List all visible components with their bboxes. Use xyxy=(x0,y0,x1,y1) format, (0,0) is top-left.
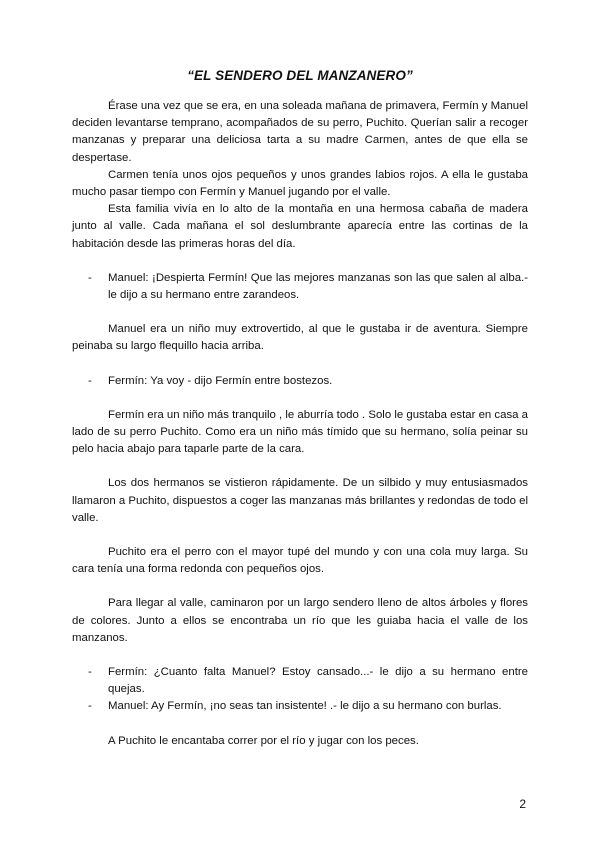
paragraph-fermin: Fermín era un niño más tranquilo , le aburría todo . Solo le gustaba estar en casa a lado de su perro Puchito. Como era un niño más tímido que su hermano, solía peinar su pelo hacia abajo para taparle parte de la cara. xyxy=(72,408,528,456)
blank-line xyxy=(72,356,528,373)
page-number: 2 xyxy=(519,797,526,811)
paragraph-puchito: Puchito era el perro con el mayor tupé del mundo y con una cola muy larga. Su cara tenía una forma redonda con pequeños ojos. xyxy=(72,546,528,576)
blank-line xyxy=(72,253,528,270)
blank-line xyxy=(72,578,528,595)
story-title: “EL SENDERO DEL MANZANERO” xyxy=(187,68,413,83)
dialogue-dash: - xyxy=(88,271,92,284)
blank-line xyxy=(72,304,528,321)
dialogue-manuel-wake xyxy=(72,270,528,304)
blank-line xyxy=(72,716,528,733)
dialogue-fermin-tired xyxy=(72,664,528,698)
paragraph-river: A Puchito le encantaba correr por el río y jugar con los peces. xyxy=(108,734,419,747)
blank-line xyxy=(72,458,528,475)
paragraph-intro: Érase una vez que se era, en una soleada mañana de primavera, Fermín y Manuel deciden levantarse temprano, acompañados de su perro, Puchito. Querían salir a recoger manzanas y preparar una deliciosa tarta a su madre Carmen, antes de que ella se despertase. xyxy=(72,100,528,164)
blank-line xyxy=(72,647,528,664)
blank-line xyxy=(72,390,528,407)
dialogue-text: Manuel: Ay Fermín, ¡no seas tan insistente! .- le dijo a su hermano con burlas. xyxy=(108,700,502,713)
dialogue-fermin-yawn xyxy=(72,373,528,390)
dialogue-manuel-tease xyxy=(72,698,528,715)
story-body xyxy=(72,98,528,750)
blank-line xyxy=(72,527,528,544)
dialogue-text: Manuel: ¡Despierta Fermín! Que las mejores manzanas son las que salen al alba.- le dijo a su hermano entre zarandeos. xyxy=(108,271,528,302)
paragraph-brothers: Los dos hermanos se vistieron rápidamente. De un silbido y muy entusiasmados llamaron a Puchito, dispuestos a coger las manzanas más brillantes y redondas de todo el valle. xyxy=(72,477,528,524)
dialogue-dash: - xyxy=(88,666,92,679)
paragraph-path: Para llegar al valle, caminaron por un largo sendero lleno de altos árboles y flores de colores. Junto a ellos se encontraba un río que les guiaba hacia el valle de los manzanos. xyxy=(72,597,528,644)
paragraph-carmen: Carmen tenía unos ojos pequeños y unos grandes labios rojos. A ella le gustaba mucho pasar tiempo con Fermín y Manuel jugando por el valle. xyxy=(72,168,528,199)
dialogue-text: Fermín: ¿Cuanto falta Manuel? Estoy cansado...- le dijo a su hermano entre quejas. xyxy=(108,666,528,696)
dialogue-dash: - xyxy=(88,700,92,713)
dialogue-dash: - xyxy=(88,374,92,387)
paragraph-family: Esta familia vivía en lo alto de la montaña en una hermosa cabaña de madera junto al valle. Cada mañana el sol deslumbrante aparecía entre las cortinas de la habitación desde las primeras horas del día. xyxy=(72,203,528,250)
dialogue-text: Fermín: Ya voy - dijo Fermín entre bostezos. xyxy=(108,374,333,387)
paragraph-manuel: Manuel era un niño muy extrovertido, al que le gustaba ir de aventura. Siempre peinaba su largo flequillo hacia arriba. xyxy=(72,323,528,353)
